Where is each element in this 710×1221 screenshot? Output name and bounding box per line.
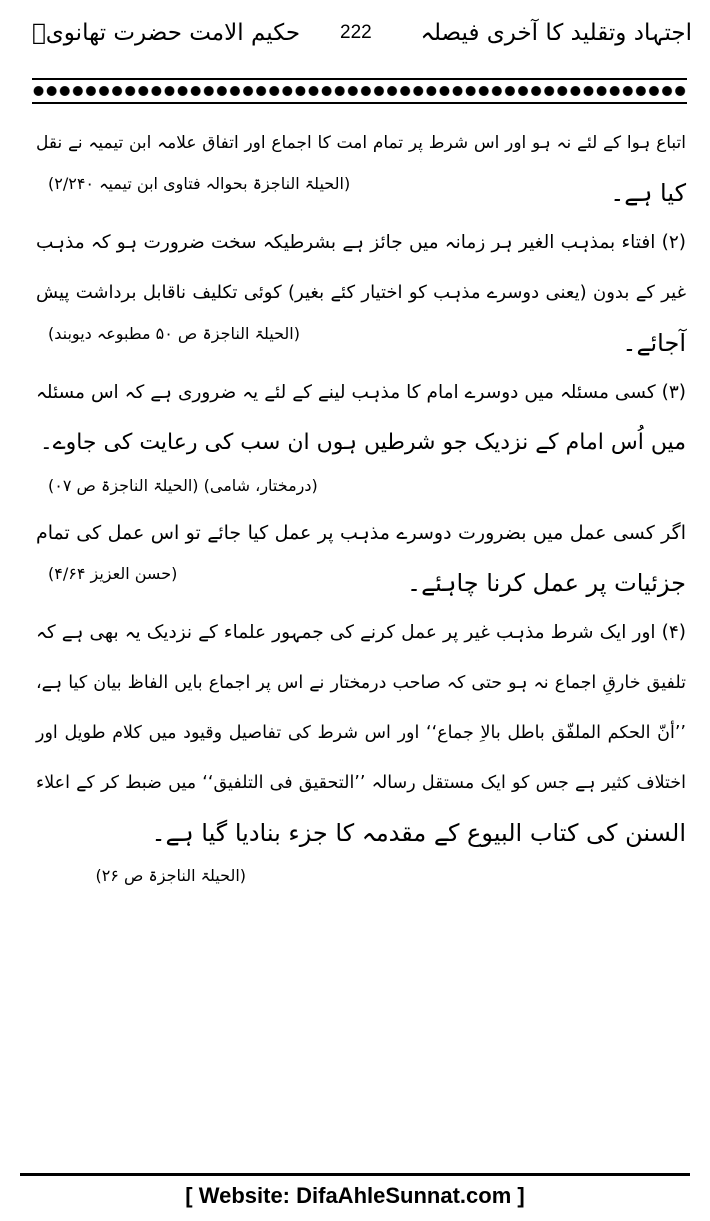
divider-rule-top [32, 78, 687, 80]
divider-rule-bottom [32, 102, 687, 104]
author-title: حکیم الامت حضرت تھانویؒ [32, 20, 301, 46]
page-body [36, 118, 686, 898]
reference-citation: (حسن العزیز ۴/۶۴) [48, 564, 178, 583]
ornamental-divider [32, 78, 687, 104]
divider-dots [32, 84, 687, 98]
text-line-with-reference [36, 168, 686, 218]
text-line-with-reference [36, 558, 686, 608]
reference-citation: (درمختار، شامی) (الحیلۃ الناجزۃ ص ۰۷) [48, 476, 318, 495]
text-line: میں اُس امام کے نزدیک جو شرطیں ہوں ان سب کی رعایت کی جاوے۔ [39, 430, 686, 455]
text-line: کیا ہے۔ [610, 179, 686, 207]
reference-citation: (الحیلۃ الناجزۃ ص ۲۶) [95, 866, 246, 885]
reference-citation: (الحیلۃ الناجزۃ بحوالہ فتاوی ابن تیمیہ ۲/۲۴۰) [48, 174, 351, 193]
page-number: 222 [340, 22, 372, 43]
text-line: جزئیات پر عمل کرنا چاہئے۔ [407, 569, 686, 597]
text-line: اختلاف کثیر ہے جس کو ایک مستقل رسالہ ’’التحقیق فی التلفیق‘‘ میں ضبط کر کے اعلاء [36, 773, 686, 793]
website-link[interactable]: [ Website: DifaAhleSunnat.com ] [185, 1183, 525, 1208]
text-line: (۴) اور ایک شرط مذہب غیر پر عمل کرنے کی جمہور علماء کے نزدیک یہ بھی ہے کہ [36, 622, 686, 643]
reference-line [36, 468, 686, 508]
text-line: السنن کی کتاب البیوع کے مقدمہ کا جزء بنادیا گیا ہے۔ [151, 819, 686, 847]
text-line: ’’أنّ الحکم الملفّق باطل بالاِ جماع‘‘ اور اس شرط کی تفاصیل وقیود میں کلام طویل اور [36, 723, 686, 743]
reference-line [36, 858, 686, 898]
book-title: اجتہاد وتقلید کا آخری فیصلہ [420, 20, 692, 46]
text-line: (۲) افتاء بمذہب الغیر ہر زمانہ میں جائز ہے بشرطیکہ سخت ضرورت ہو کہ مذہب [36, 232, 686, 253]
footer-rule [20, 1173, 690, 1176]
page-footer [0, 1173, 710, 1221]
text-line: غیر کے بدون (یعنی دوسرے مذہب کو اختیار کئے بغیر) کوئی تکلیف ناقابل برداشت پیش [36, 282, 686, 303]
text-line-with-reference [36, 318, 686, 368]
text-line: اتباع ہوا کے لئے نہ ہو اور اس شرط پر تمام امت کا اجماع اور اتفاق علامہ ابن تیمیہ نے نقل [36, 133, 686, 153]
text-line: (۳) کسی مسئلہ میں دوسرے امام کا مذہب لینے کے لئے یہ ضروری ہے کہ اس مسئلہ [36, 382, 686, 403]
text-line: اگر کسی عمل میں بضرورت دوسرے مذہب پر عمل کیا جائے تو اس عمل کی تمام [36, 522, 686, 544]
text-line: آجائے۔ [622, 329, 686, 357]
text-line: تلفیق خارقِ اجماع نہ ہو حتی کہ صاحب درمختار نے اس پر اجماع بایں الفاظ بیان کیا ہے، [36, 673, 686, 693]
reference-citation: (الحیلۃ الناجزۃ ص ۵۰ مطبوعہ دیوبند) [48, 324, 300, 343]
page-header [0, 14, 710, 64]
